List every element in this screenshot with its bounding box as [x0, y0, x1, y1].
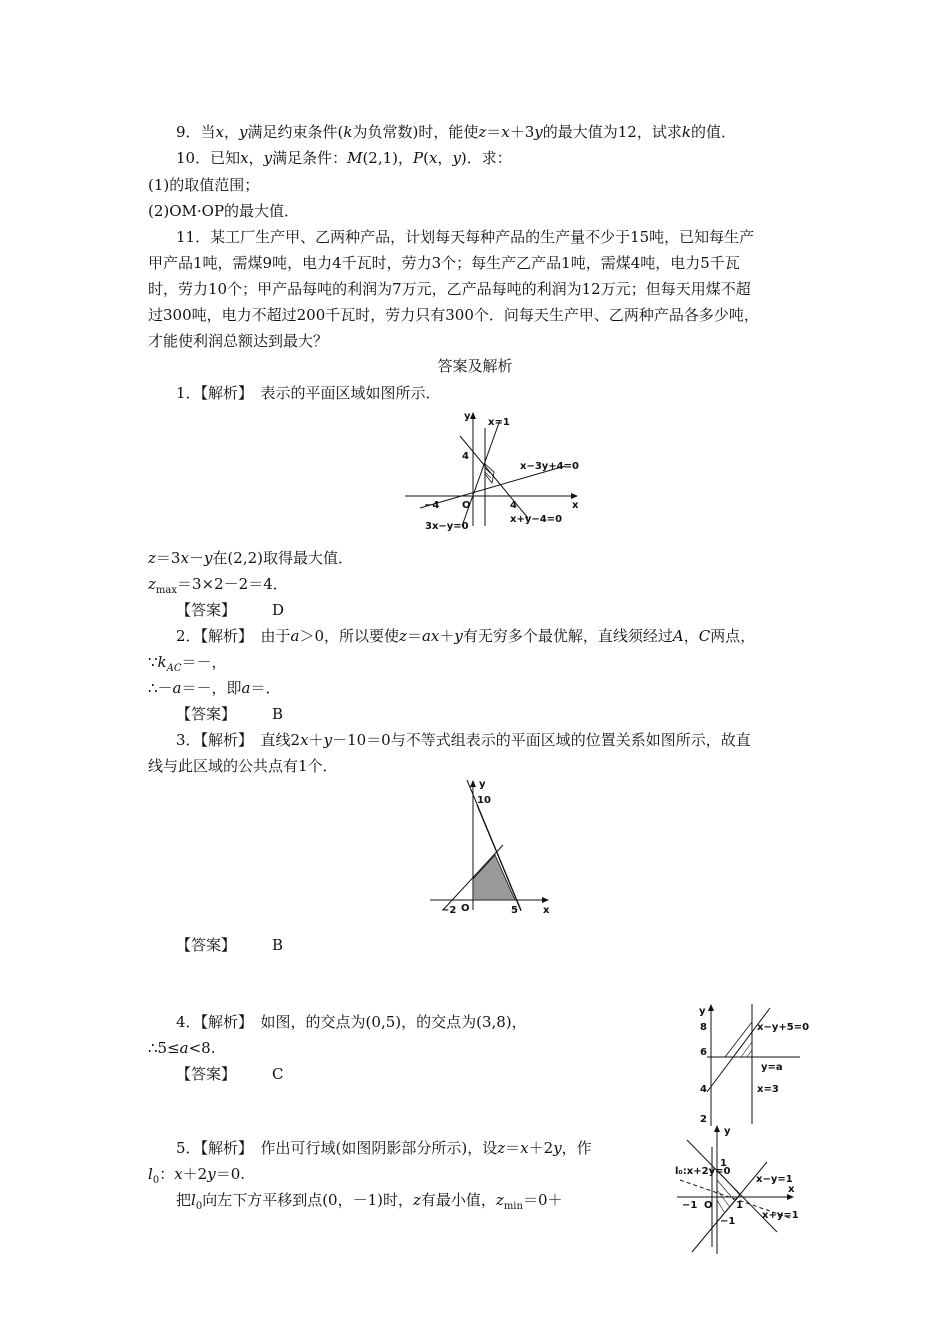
text: ＝－，	[181, 653, 227, 671]
text: ＝3×2－2＝4．	[177, 575, 288, 593]
text: ∴5≤	[148, 1039, 180, 1057]
label-x-eq-3: x=3	[757, 1084, 779, 1095]
answer-2-line-2	[148, 652, 227, 679]
figure-5	[672, 1122, 822, 1257]
var: a	[172, 679, 182, 697]
var: k	[681, 123, 691, 141]
text: 两点，	[710, 627, 756, 645]
text: ＞0，所以要使	[299, 627, 400, 645]
text: 9．当	[176, 123, 216, 141]
answer-3-line-1	[176, 730, 751, 750]
label-l0: l₀:x+2y=0	[675, 1166, 731, 1177]
y-axis-arrow	[714, 1125, 720, 1132]
text: ，	[437, 149, 453, 167]
text: 为负常数)时，能使	[352, 123, 479, 141]
answer-1-line-1: 1．【解析】 表示的平面区域如图所示．	[176, 384, 441, 402]
var: a	[290, 627, 300, 645]
text: ＝0.	[215, 1165, 246, 1183]
var: x	[180, 549, 189, 567]
answer-3-line-2: 线与此区域的公共点有1个．	[148, 757, 338, 775]
subscript: min	[503, 1201, 523, 1212]
text: ：	[159, 1165, 175, 1183]
var: z	[148, 549, 156, 567]
var: k	[343, 123, 353, 141]
answer-label: 【答案】	[176, 936, 237, 954]
x-axis-arrow	[571, 493, 578, 499]
tick-2: 2	[700, 1114, 707, 1125]
subscript: AC	[166, 663, 182, 674]
answer-label: 【答案】	[176, 1065, 237, 1083]
label-x: x	[543, 905, 550, 916]
label-y: y	[699, 1006, 706, 1017]
hatch	[733, 1032, 752, 1057]
var: a	[241, 679, 251, 697]
text: ＋	[308, 731, 324, 749]
text: 10．已知	[176, 149, 241, 167]
text: ＋	[439, 627, 455, 645]
text: ＝3	[155, 549, 181, 567]
var: y	[553, 1139, 562, 1157]
question-11-line-1: 11．某工厂生产甲、乙两种产品，计划每天每种产品的生产量不少于15吨，已知每生产	[176, 228, 755, 246]
text: (	[423, 149, 429, 167]
text: 的值．	[690, 123, 736, 141]
text: ，作	[561, 1139, 592, 1157]
var: l	[148, 1165, 153, 1183]
var: x	[300, 731, 309, 749]
text: 满足约束条件(	[247, 123, 344, 141]
var: C	[698, 627, 711, 645]
var: z	[478, 123, 487, 141]
figure-3	[425, 775, 560, 920]
var: x	[174, 1165, 183, 1183]
var: y	[534, 123, 543, 141]
text: 有最小值，	[420, 1191, 496, 1209]
text: 的最大值为12，试求	[542, 123, 682, 141]
answer-value: B	[272, 936, 284, 954]
text: ＝0＋	[522, 1191, 563, 1209]
answer-value: D	[272, 601, 285, 619]
answer-1-line-3	[148, 574, 288, 601]
var: x	[240, 149, 249, 167]
question-11-line-2: 甲产品1吨，需煤9吨，电力4千瓦时，劳力3个；每生产乙产品1吨，需煤4吨，电力5千瓦	[148, 254, 740, 272]
answer-value: C	[272, 1065, 284, 1083]
answer-4-key	[176, 1064, 284, 1084]
label-y: y	[464, 411, 471, 422]
question-10	[176, 148, 512, 168]
text: 2．【解析】 由于	[176, 627, 291, 645]
var: l	[191, 1191, 196, 1209]
line-x-3y-4	[420, 466, 565, 508]
var: y	[452, 149, 461, 167]
subscript: 0	[195, 1201, 203, 1212]
label-line-1: x−y+5=0	[757, 1022, 810, 1033]
label-origin: O	[461, 903, 470, 914]
answer-2-line-1	[176, 626, 755, 646]
text: ＋3	[509, 123, 535, 141]
answer-4-line-2	[148, 1038, 216, 1058]
answers-heading: 答案及解析	[437, 357, 513, 375]
question-11-line-3: 时，劳力10个；甲产品每吨的利润为7万元，乙产品每吨的利润为12万元；但每天用煤不超	[148, 280, 751, 298]
label-line-1: x−3y+4=0	[520, 461, 579, 472]
answer-2-line-3	[148, 678, 280, 698]
tick-x-1: 1	[736, 1200, 743, 1211]
answer-3-key	[176, 935, 283, 955]
tick-y-1: 1	[720, 1158, 727, 1169]
label-x: x	[572, 500, 579, 511]
tick-x-4: 4	[510, 500, 517, 511]
answer-label: 【答案】	[176, 601, 237, 619]
answer-value: B	[272, 705, 284, 723]
label-y: y	[479, 779, 486, 790]
answer-4-line-1: 4．【解析】 如图，的交点为(0,5)，的交点为(3,8)，	[176, 1013, 527, 1031]
text: ＋2	[528, 1139, 554, 1157]
subscript: max	[155, 585, 177, 596]
var: y	[323, 731, 333, 749]
label-origin: O	[462, 500, 471, 511]
subscript: 0	[152, 1175, 160, 1186]
text: ＝．	[250, 679, 281, 697]
text: 向左下方平移到点(0，－1)时，	[202, 1191, 413, 1209]
var: y	[239, 123, 248, 141]
text: ，	[683, 627, 699, 645]
var: z	[413, 1191, 421, 1209]
var: P	[413, 149, 424, 167]
label-x-eq-1: x=1	[488, 417, 510, 428]
label-y-eq-a: y=a	[761, 1062, 783, 1073]
text: ＝	[486, 123, 502, 141]
question-11-line-5: 才能使利润总额达到最大？	[148, 332, 329, 350]
question-9	[176, 122, 736, 142]
y-axis-arrow	[708, 1004, 714, 1011]
var: z	[497, 1139, 506, 1157]
text: ＝	[406, 627, 422, 645]
tick-4: 4	[700, 1084, 707, 1095]
question-10-part-1: (1)的取值范围；	[148, 176, 260, 194]
label-y: y	[724, 1126, 731, 1137]
text: 5．【解析】 作出可行域(如图阴影部分所示)，设	[176, 1139, 498, 1157]
hatched-region	[725, 1022, 752, 1057]
var: y	[454, 627, 463, 645]
label-x-plus-y-1: x+y=1	[762, 1210, 799, 1221]
text: 在(2,2)取得最大值．	[212, 549, 353, 567]
var: k	[157, 653, 167, 671]
text: ＋2	[182, 1165, 208, 1183]
y-axis-arrow	[470, 780, 476, 787]
var: x	[215, 123, 225, 141]
label-line-2: x+y−4=0	[510, 514, 563, 525]
tick-x-5: 5	[511, 905, 518, 916]
tick-y-4: 4	[462, 451, 469, 462]
text: ，	[224, 123, 240, 141]
var: x	[520, 1139, 529, 1157]
answer-2-key	[176, 704, 283, 724]
var: z	[148, 575, 156, 593]
answer-1-line-2	[148, 548, 353, 568]
question-11-line-4: 过300吨，电力不超过200千瓦时，劳力只有300个．问每天生产甲、乙两种产品各多少吨，	[148, 306, 759, 324]
tick-x-minus-1: −1	[682, 1200, 698, 1211]
text: )．求：	[460, 149, 512, 167]
text: <8.	[188, 1039, 216, 1057]
text: 有无穷多个最优解，直线须经过	[462, 627, 673, 645]
label-origin: O	[704, 1200, 713, 1211]
text: 满足条件：	[272, 149, 348, 167]
answer-label: 【答案】	[176, 705, 237, 723]
y-axis-arrow	[470, 412, 476, 419]
var: z	[495, 1191, 504, 1209]
text: ，	[248, 149, 264, 167]
var: x	[501, 123, 510, 141]
var: x	[428, 149, 438, 167]
tick-6: 6	[700, 1047, 707, 1058]
text: －	[188, 549, 204, 567]
text: －10＝0与不等式组表示的平面区域的位置关系如图所示，故直	[332, 731, 751, 749]
label-line-3: 3x−y=0	[425, 521, 469, 532]
tick-x-minus-2: −2	[441, 905, 457, 916]
figure-1	[400, 408, 585, 533]
text: 3．【解析】 直线2	[176, 731, 301, 749]
var: z	[399, 627, 407, 645]
hatched-region	[717, 1170, 740, 1222]
tick-x-minus-4: −4	[424, 500, 440, 511]
answer-1-key	[176, 600, 284, 620]
shaded-region	[473, 855, 515, 900]
var: ax	[421, 627, 440, 645]
x-axis-arrow	[542, 897, 549, 903]
hatch	[717, 1200, 724, 1212]
answer-5-line-2	[148, 1164, 245, 1191]
text: (2,1)，	[362, 149, 413, 167]
var: y	[263, 149, 273, 167]
answer-5-line-1	[176, 1138, 592, 1158]
var: y	[203, 549, 213, 567]
var: M	[347, 149, 363, 167]
text: ＝	[505, 1139, 521, 1157]
var: A	[672, 627, 684, 645]
var: y	[207, 1165, 216, 1183]
hatch	[747, 1050, 752, 1057]
var: a	[179, 1039, 189, 1057]
tick-y-10: 10	[477, 795, 491, 806]
label-x-y-1: x−y=1	[756, 1174, 793, 1185]
text: 把	[176, 1191, 192, 1209]
tick-y-minus-1: −1	[720, 1216, 736, 1227]
label-x: x	[788, 1184, 795, 1195]
answer-5-line-3	[176, 1190, 563, 1217]
question-10-part-2: (2)OM·OP的最大值．	[148, 202, 300, 220]
text: ＝－，即	[181, 679, 242, 697]
figure-4	[695, 1000, 815, 1128]
tick-8: 8	[700, 1022, 707, 1033]
text: ∵	[148, 653, 158, 671]
text: ∴－	[148, 679, 173, 697]
